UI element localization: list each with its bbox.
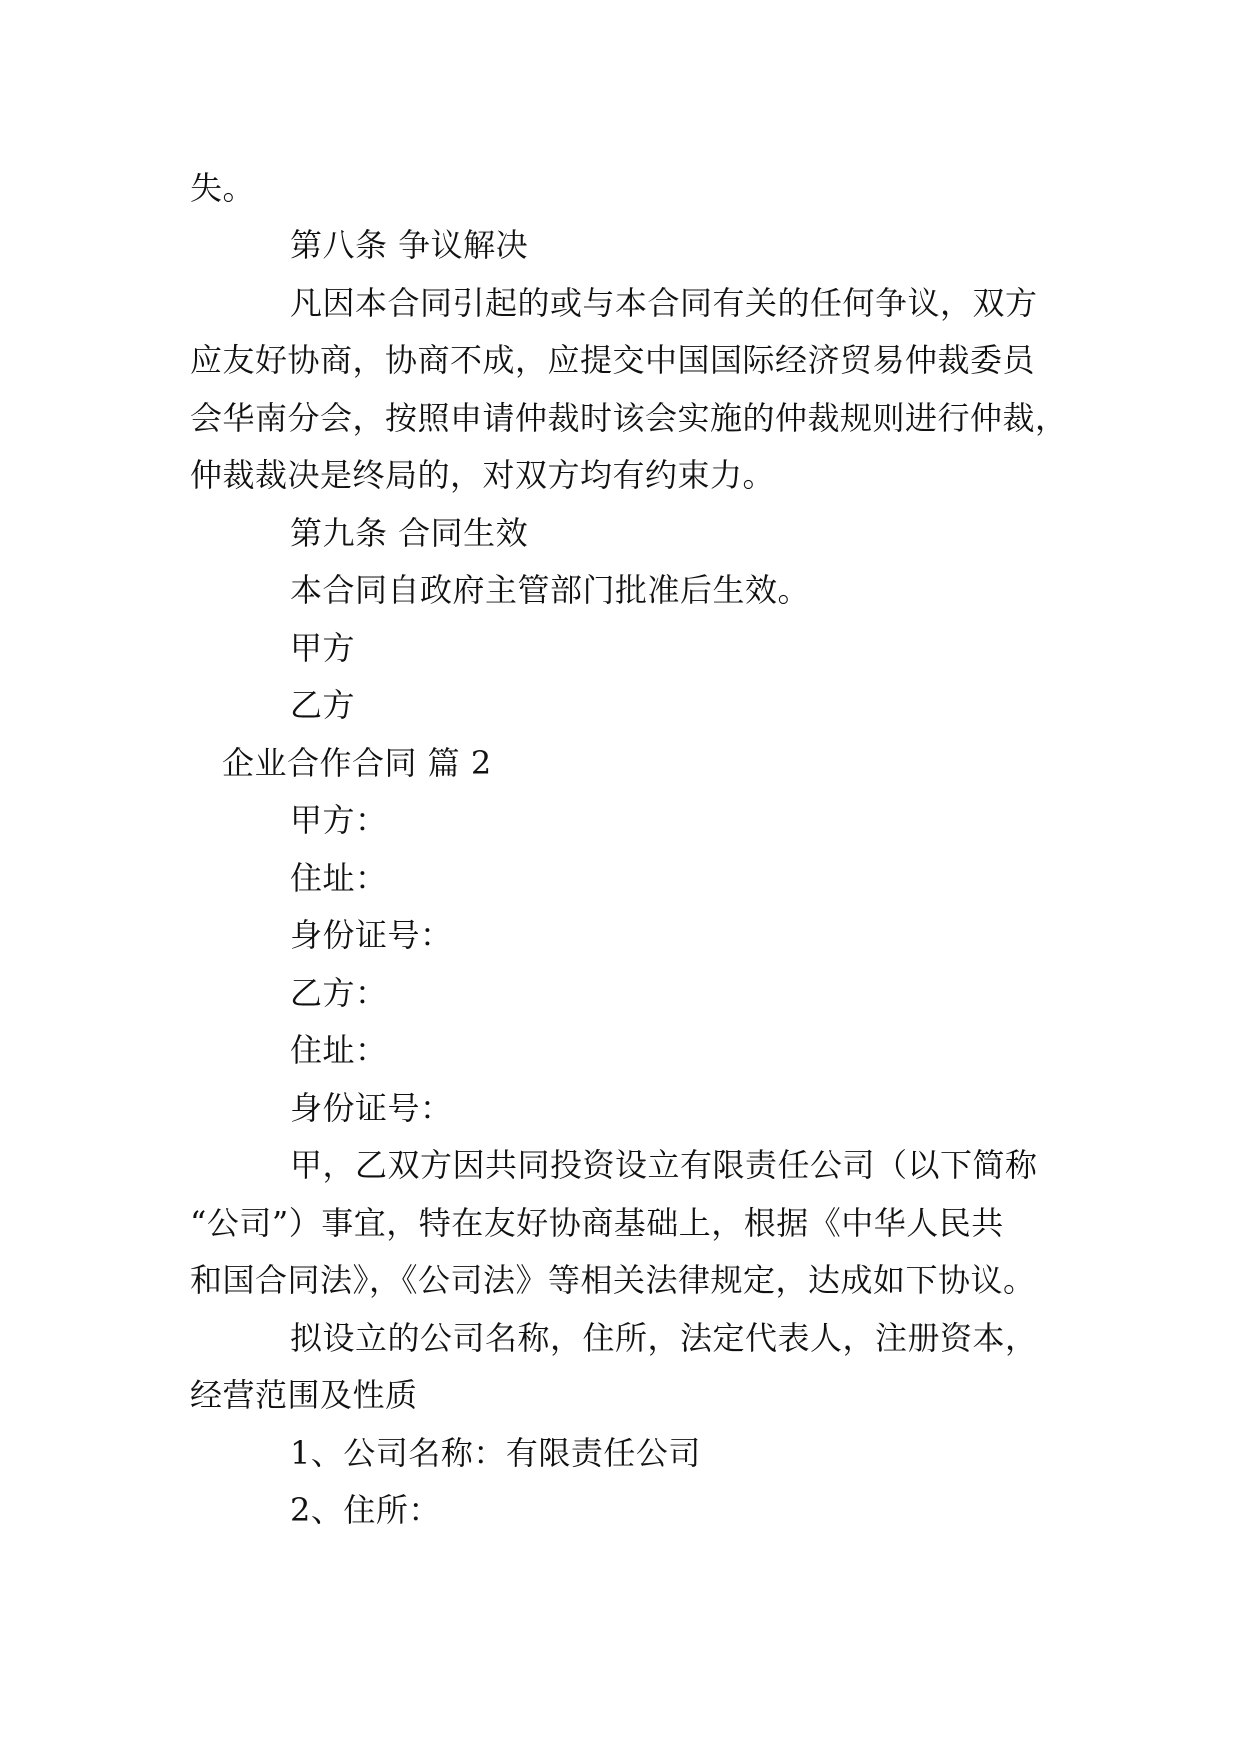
text-line: “公司”）事宜，特在友好协商基础上，根据《中华人民共: [190, 1204, 1004, 1242]
text-line: 凡因本合同引起的或与本合同有关的任何争议，双方: [290, 284, 1038, 322]
field-label: 甲方：: [290, 801, 388, 839]
list-item: 2、住所：: [290, 1491, 441, 1529]
text-line: 应友好协商，协商不成，应提交中国国际经济贸易仲裁委员: [190, 341, 1036, 379]
text-line: 会华南分会，按照申请仲裁时该会实施的仲裁规则进行仲裁，: [190, 399, 1068, 437]
list-item: 1、公司名称：有限责任公司: [290, 1434, 701, 1472]
text-line: 拟设立的公司名称，住所，法定代表人，注册资本，: [290, 1319, 1038, 1357]
field-label: 住址：: [290, 1031, 388, 1069]
text-line: 和国合同法》，《公司法》等相关法律规定，达成如下协议。: [190, 1261, 1036, 1299]
article-heading: 第九条 合同生效: [290, 514, 529, 552]
text-line: 甲，乙双方因共同投资设立有限责任公司（以下简称: [290, 1146, 1038, 1184]
text-line: 失。: [190, 169, 256, 207]
field-label: 住址：: [290, 859, 388, 897]
text-line: 本合同自政府主管部门批准后生效。: [290, 571, 811, 609]
field-label: 乙方：: [290, 974, 388, 1012]
field-label: 身份证号：: [290, 916, 453, 954]
field-label: 身份证号：: [290, 1089, 453, 1127]
text-line: 经营范围及性质: [190, 1376, 418, 1414]
article-heading: 第八条 争议解决: [290, 226, 529, 264]
section-title: 企业合作合同 篇 2: [222, 744, 492, 782]
signature-party-a: 甲方: [290, 629, 356, 667]
text-line: 仲裁裁决是终局的，对双方均有约束力。: [190, 456, 776, 494]
signature-party-b: 乙方: [290, 686, 356, 724]
